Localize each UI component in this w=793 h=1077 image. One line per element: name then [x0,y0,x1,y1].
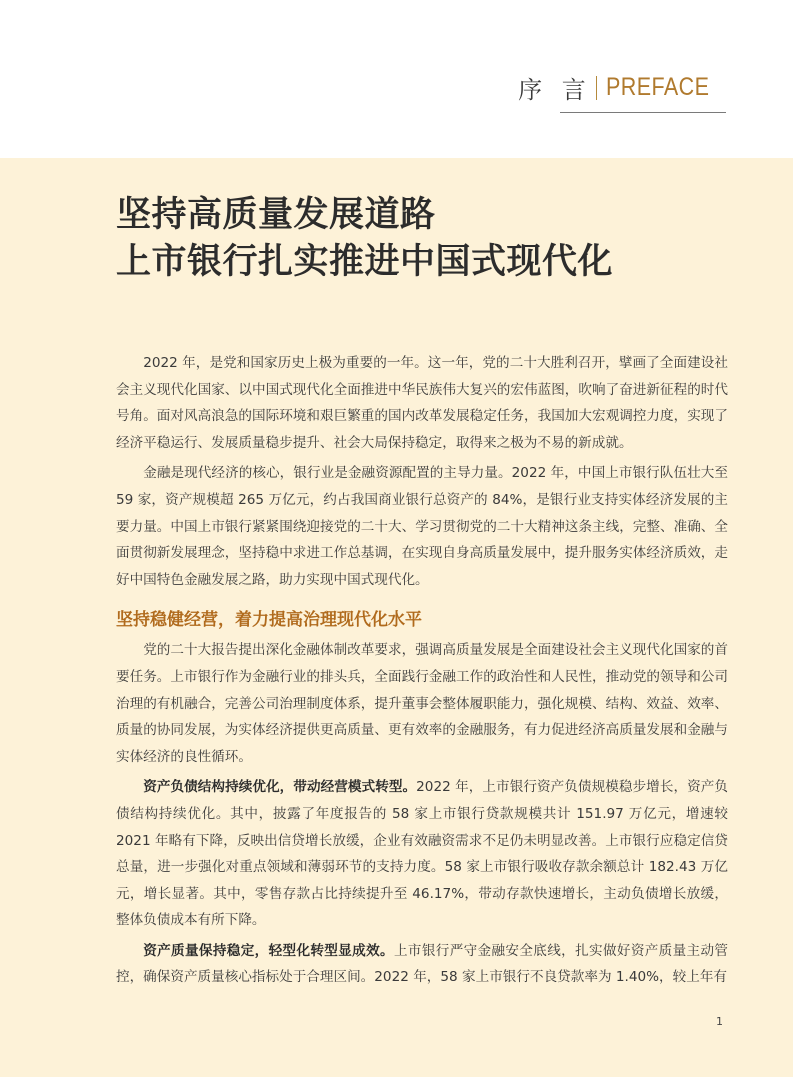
running-header [518,70,726,105]
page-number: 1 [716,1015,723,1028]
header-rule [560,112,726,113]
paragraph [116,938,728,991]
paragraph-lead: 资产质量保持稳定，轻型化转型显成效。 [143,942,394,959]
header-divider [596,76,597,100]
paragraph [116,774,728,934]
paragraph-lead: 资产负债结构持续优化，带动经营模式转型。 [143,779,417,796]
paragraph-text: 2022 年，上市银行资产负债规模稳步增长，资产负债结构持续优化。其中，披露了年度报告的 58 家上市银行贷款规模共计 151.97 万亿元，增速较 2021 年略有下降，反映出信贷增长放缓，企业有效融资需求不足仍未明显改善。上市银行应稳定信贷总量，进一步强化对重点领域和薄弱环节的支持力度。58 家上市银行吸收存款余额总计 182.43 万亿元，增长显著。其中，零售存款占比持续提升至 46.17%，带动存款快速增长，主动负债增长放缓，整体负债成本有所下降。 [116,779,729,929]
title-line-1: 坚持高质量发展道路 [116,195,436,235]
section-heading: 坚持稳健经营，着力提高治理现代化水平 [116,610,422,631]
page-title [116,192,613,286]
section-label-cn: 序 言 [518,76,592,104]
paragraph-text: 上市银行严守金融安全底线，扎实做好资产质量主动管控，确保资产质量核心指标处于合理区间。2022 年，58 家上市银行不良贷款率为 1.40%，较上年有 [116,942,729,986]
title-line-2: 上市银行扎实推进中国式现代化 [116,242,614,282]
section-label-en: PREFACE [605,73,710,101]
paragraph: 金融是现代经济的核心，银行业是金融资源配置的主导力量。2022 年，中国上市银行队伍壮大至 59 家，资产规模超 265 万亿元，约占我国商业银行总资产的 84%，是银行业支持实体经济发展的主要力量。中国上市银行紧紧围绕迎接党的二十大、学习贯彻党的二十大精神这条主线，完整、准确、全面贯彻新发展理念，坚持稳中求进工作总基调，在实现自身高质量发展中，提升服务实体经济质效，走好中国特色金融发展之路，助力实现中国式现代化。 [116,465,728,588]
paragraph: 2022 年，是党和国家历史上极为重要的一年。这一年，党的二十大胜利召开，擘画了全面建设社会主义现代化国家、以中国式现代化全面推进中华民族伟大复兴的宏伟蓝图，吹响了奋进新征程的时代号角。面对风高浪急的国际环境和艰巨繁重的国内改革发展稳定任务，我国加大宏观调控力度，实现了经济平稳运行、发展质量稳步提升、社会大局保持稳定，取得来之极为不易的新成就。 [116,355,728,451]
paragraph: 党的二十大报告提出深化金融体制改革要求，强调高质量发展是全面建设社会主义现代化国家的首要任务。上市银行作为金融行业的排头兵，全面践行金融工作的政治性和人民性，推动党的领导和公司治理的有机融合，完善公司治理制度体系，提升董事会整体履职能力，强化规模、结构、效益、效率、质量的协同发展，为实体经济提供更高质量、更有效率的金融服务，有力促进经济高质量发展和金融与实体经济的良性循环。 [116,642,728,765]
body-text [116,350,728,995]
